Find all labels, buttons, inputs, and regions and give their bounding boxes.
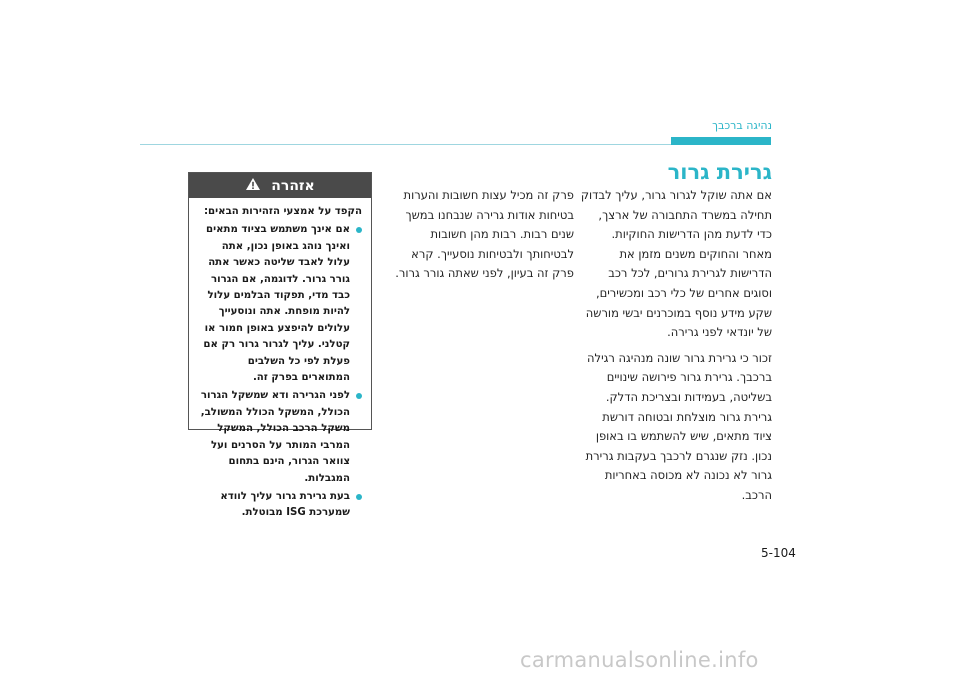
warning-item-text: אם אינך משתמש בציוד מתאים ואינך נוהג באופן נכון, אתה עלול לאבד שליטה כאשר אתה גורר גרור. לדוגמה, אם הגרור כבד מדי, תפקוד הבלמים עלול להיות מופחת. אתה ונוסעייך עלולים להיפצע באופן חמור או קטלני. עליך לגרור גרור רק אם פעלת לפי כל השלבים המתוארים בפרק זה. <box>203 224 350 384</box>
warning-intro: הקפד על אמצעי הזהירות הבאים: <box>203 206 362 217</box>
warning-title: אזהרה <box>271 177 315 194</box>
warning-triangle-icon <box>245 177 261 195</box>
warning-box <box>188 172 372 519</box>
section-title: גרירת גרור <box>667 160 772 184</box>
body-column-middle <box>388 186 574 290</box>
running-header: נהיגה ברכבך <box>712 119 772 132</box>
bullet-icon <box>356 393 362 399</box>
bullet-icon <box>356 494 362 500</box>
bullet-icon <box>356 227 362 233</box>
paragraph: פרק זה מכיל עצות חשובות והערות בטיחות אודות גרירה שנבחנו במשך שנים רבות. רבות מהן חשובות לבטיחותך ולבטיחות נוסעייך. קרא פרק זה בעיון, לפני שאתה גורר גרור. <box>395 188 574 281</box>
warning-header <box>189 173 371 198</box>
warning-body <box>189 198 371 530</box>
paragraph: אם אתה שוקל לגרור גרור, עליך לבדוק תחילה במשרד התחבורה של ארצך, כדי לדעת מהן הדרישות החוקיות. מאחר והחוקים משנים מזמן את הדרישות לגרירת גרורים, לכל רכב וסוגים אחרים של כלי רכב ומכשירים, שקע מידע נוסף במוכרנים יבשי מורשה של יונדאי לפני גרירה. <box>580 188 772 340</box>
warning-item-text: לפני הגרירה ודא שמשקל הגרור הכולל, המשקל הכולל המשולב, משקל הרכב הכולל, המשקל המרבי המותר על הסרנים ועל צוואר הגרור, הינם בתחום המגבלות. <box>200 390 350 484</box>
warning-item-text: בעת גרירת גרור עליך לוודא שמערכת ISG מבוטלת. <box>220 490 350 519</box>
paragraph: זכור כי גרירת גרור שונה מנהיגה רגילה ברכבך. גרירת גרור פירושה שינויים בשליטה, בעמידות ובצריכת הדלק. גרירת גרור מוצלחת ובטוחה דורשת ציוד מתאים, שיש להשתמש בו באופן נכון. נזק שנגרם לרכבך בעקבות גרירת גרור לא נכונה לא מכוסה באחריות הרכב. <box>585 350 772 502</box>
warning-item <box>197 388 362 486</box>
body-column-right <box>580 186 772 512</box>
page-number: 5-104 <box>761 546 796 560</box>
warning-list <box>197 222 362 521</box>
header-accent-bar <box>671 137 771 145</box>
warning-item <box>197 489 362 522</box>
warning-item <box>197 222 362 386</box>
watermark: carmanualsonline.info <box>520 648 759 672</box>
